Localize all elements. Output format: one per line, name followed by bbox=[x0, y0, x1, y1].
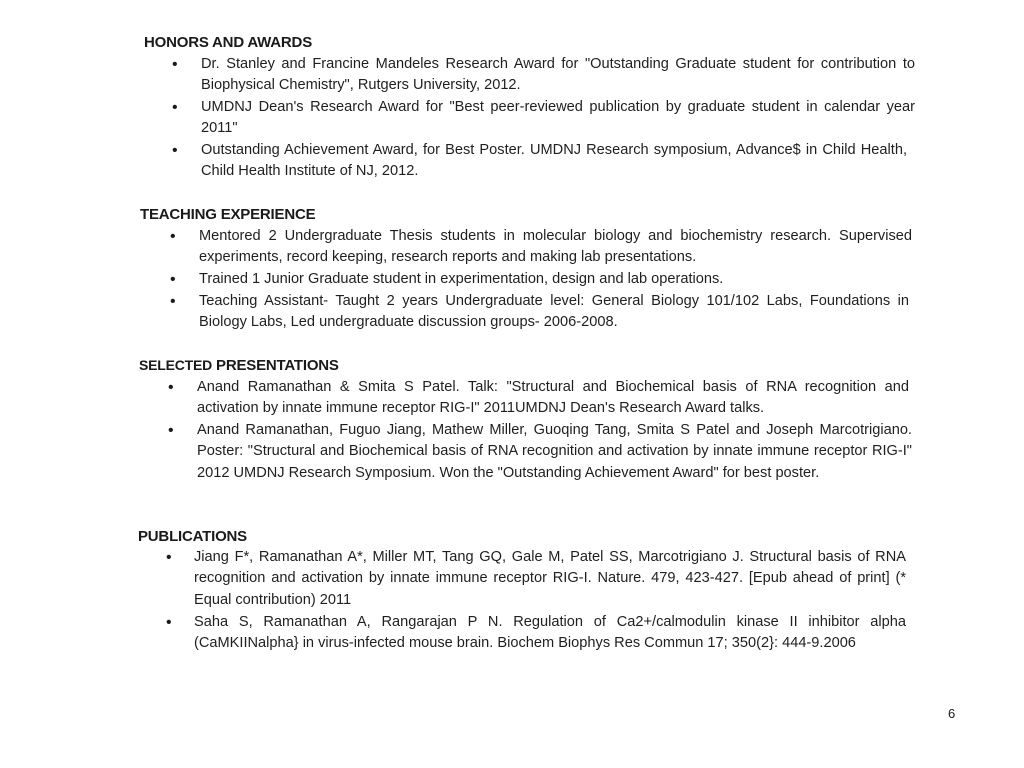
teaching-item-2: Trained 1 Junior Graduate student in experimentation, design and lab operations. bbox=[199, 271, 724, 287]
publications-item-1: Jiang F*, Ramanathan A*, Miller MT, Tang GQ, Gale M, Patel SS, Marcotrigiano J. Structural basis of RNA recognition and activation by innate immune receptor RIG-I. Nature. 479, 423-427. [Epub ahead of print] (* Equal contribution) 2011 bbox=[194, 549, 906, 608]
teaching-item-1: Mentored 2 Undergraduate Thesis students in molecular biology and biochemistry research. Supervised experiments, record keeping, research reports and making lab presentations. bbox=[199, 228, 912, 266]
honors-item-1: Dr. Stanley and Francine Mandeles Research Award for "Outstanding Graduate student for contribution to Biophysical Chemistry", Rutgers University, 2012. bbox=[201, 56, 915, 94]
bullet-icon: • bbox=[166, 614, 172, 631]
honors-heading: HONORS AND AWARDS bbox=[144, 34, 312, 51]
teaching-heading: TEACHING EXPERIENCE bbox=[140, 206, 316, 223]
presentations-item-2: Anand Ramanathan, Fuguo Jiang, Mathew Miller, Guoqing Tang, Smita S Patel and Joseph Marcotrigiano. Poster: "Structural and Biochemical basis of RNA recognition and activation by innate immune receptor RIG-I" 2012 UMDNJ Research Symposium. Won the "Outstanding Achievement Award" for best poster. bbox=[197, 422, 912, 481]
honors-item-3: Outstanding Achievement Award, for Best Poster. UMDNJ Research symposium, Advance$ in Child Health, Child Health Institute of NJ, 2012. bbox=[201, 142, 907, 180]
bullet-icon: • bbox=[170, 228, 176, 245]
bullet-icon: • bbox=[168, 379, 174, 396]
presentations-heading-prefix: SELECTED bbox=[139, 357, 213, 373]
bullet-icon: • bbox=[166, 549, 172, 566]
bullet-icon: • bbox=[168, 422, 174, 439]
bullet-icon: • bbox=[172, 56, 178, 73]
teaching-item-3: Teaching Assistant- Taught 2 years Undergraduate level: General Biology 101/102 Labs, Foundations in Biology Labs, Led undergraduate discussion groups- 2006-2008. bbox=[199, 293, 909, 331]
page-number: 6 bbox=[948, 706, 956, 721]
bullet-icon: • bbox=[172, 99, 178, 116]
bullet-icon: • bbox=[172, 142, 178, 159]
bullet-icon: • bbox=[170, 271, 176, 288]
bullet-icon: • bbox=[170, 293, 176, 310]
presentations-heading bbox=[139, 357, 339, 374]
publications-item-2: Saha S, Ramanathan A, Rangarajan P N. Regulation of Ca2+/calmodulin kinase II inhibitor alpha (CaMKIINalpha} in virus-infected mouse brain. Biochem Biophys Res Commun 17; 350(2}: 444-9.2006 bbox=[194, 614, 906, 652]
honors-item-2: UMDNJ Dean's Research Award for "Best peer-reviewed publication by graduate student in calendar year 2011" bbox=[201, 99, 915, 137]
publications-heading: PUBLICATIONS bbox=[138, 528, 247, 545]
presentations-heading-rest: PRESENTATIONS bbox=[212, 357, 339, 374]
presentations-item-1: Anand Ramanathan & Smita S Patel. Talk: "Structural and Biochemical basis of RNA recognition and activation by innate immune receptor RIG-I" 2011UMDNJ Dean's Research Award talks. bbox=[197, 379, 909, 417]
